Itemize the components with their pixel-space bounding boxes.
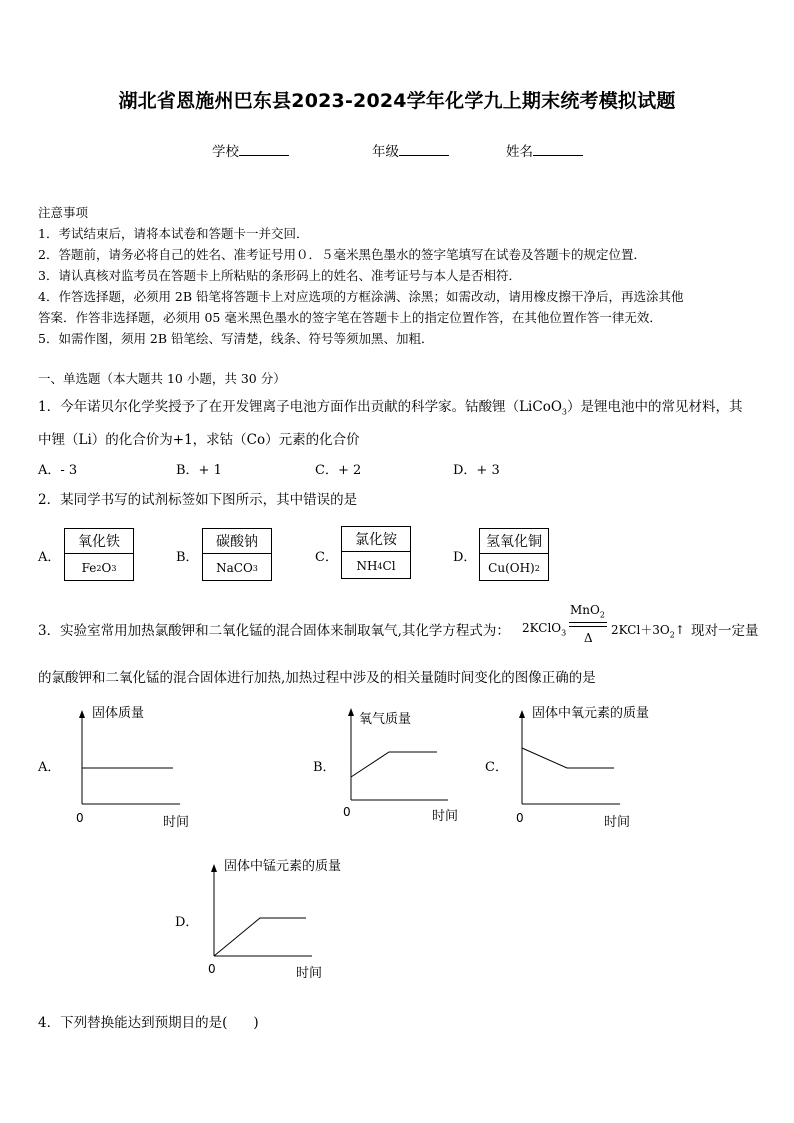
- label-formula: NaCO 3: [216, 561, 258, 575]
- q1-option-a[interactable]: A．- 3: [38, 463, 78, 478]
- graph-c-xlabel: 时间: [604, 815, 631, 830]
- graph-a-ylabel: 固体质量: [92, 706, 145, 721]
- school-field[interactable]: [212, 140, 289, 160]
- graph-c-origin: 0: [516, 811, 524, 825]
- q1-text-a: 1．今年诺贝尔化学奖授予了在开发锂离子电池方面作出贡献的科学家。钴酸锂（LiCoO: [38, 399, 562, 415]
- graph-b-xlabel: 时间: [432, 809, 459, 824]
- q3-text-start: 3．实验室常用加热氯酸钾和二氧化锰的混合固体来制取氧气,其化学方程式为：: [38, 623, 510, 639]
- graph-d-ylabel: 固体中锰元素的质量: [224, 859, 342, 874]
- q2-option-c-letter[interactable]: C．: [315, 550, 338, 565]
- eq-right: 2KCl＋3O: [611, 623, 670, 637]
- note-item: 2．答题前，请务必将自己的姓名、准考证号用０．５毫米黑色墨水的签字笔填写在试卷及答题卡的规定位置．: [38, 247, 646, 262]
- q2-option-b-letter[interactable]: B．: [176, 550, 199, 565]
- q2-option-d-letter[interactable]: D．: [453, 550, 477, 565]
- q3-equation-right: [611, 621, 685, 639]
- section-heading: 一、单选题（本大题共 10 小题，共 30 分）: [38, 371, 286, 386]
- y-axis-arrow: [348, 708, 354, 716]
- eq-left-sub: 3: [561, 628, 567, 638]
- eq-right-sub: 2: [669, 630, 675, 640]
- q3-option-c-letter[interactable]: C．: [485, 760, 508, 775]
- catalyst-text: MnO: [570, 603, 600, 617]
- graph-b-origin: 0: [343, 805, 351, 819]
- label-name: 氯化铵: [342, 527, 410, 552]
- q1-sub: 3: [561, 407, 567, 417]
- q4-stem: [38, 1011, 259, 1031]
- q3-stem-line2: 的氯酸钾和二氧化锰的混合固体进行加热,加热过程中涉及的相关量随时间变化的图像正确的是: [38, 670, 596, 686]
- q3-heat: Δ: [584, 631, 593, 645]
- graph-d-xlabel: 时间: [296, 966, 323, 981]
- q1-stem-line1: [38, 395, 743, 417]
- note-item: 答案．作答非选择题，必须用 05 毫米黑色墨水的签字笔在答题卡上的指定位置作答，在其他位置作答一律无效．: [38, 310, 662, 325]
- label-formula: NH 4 Cl: [356, 559, 396, 573]
- school-blank[interactable]: [239, 143, 289, 156]
- graph-c-ylabel: 固体中氧元素的质量: [532, 706, 650, 721]
- label-formula: Fe 2 O 3: [81, 561, 117, 575]
- label-name: 氧化铁: [65, 529, 133, 554]
- name-label: 姓名: [506, 144, 533, 160]
- q2-label-c[interactable]: [341, 526, 411, 579]
- q3-option-d-letter[interactable]: D．: [175, 915, 199, 930]
- equation-equals: [569, 622, 607, 627]
- q4-text-end: ): [253, 1015, 259, 1031]
- label-formula: Cu(OH) 2: [488, 561, 540, 575]
- q3-stem-line1: [38, 619, 510, 639]
- q1-option-c[interactable]: C．+ 2: [315, 463, 362, 478]
- note-item: 3．请认真核对监考员在答题卡上所粘贴的条形码上的姓名、准考证号与本人是否相符．: [38, 268, 521, 283]
- curve: [214, 918, 306, 956]
- q2-label-d[interactable]: [479, 528, 549, 581]
- q2-option-a-letter[interactable]: A．: [38, 550, 61, 565]
- grade-label: 年级: [372, 144, 399, 160]
- note-item: 5．如需作图，须用 2B 铅笔绘、写清楚，线条、符号等须加黑、加粗．: [38, 331, 434, 346]
- grade-blank[interactable]: [399, 143, 449, 156]
- y-axis-arrow: [211, 864, 217, 872]
- q3-catalyst: [570, 603, 605, 619]
- graph-d-origin: 0: [208, 962, 216, 976]
- catalyst-sub: 2: [599, 610, 605, 620]
- label-name: 氢氧化铜: [480, 529, 548, 554]
- note-item: 1．考试结束后，请将本试卷和答题卡一并交回．: [38, 226, 309, 241]
- q1-stem-line2: 中锂（Li）的化合价为+1，求钴（Co）元素的化合价: [38, 432, 360, 448]
- curve: [522, 748, 614, 768]
- q1-option-d[interactable]: D．+ 3: [453, 463, 500, 478]
- q3-text-end: 现对一定量: [691, 623, 759, 639]
- name-blank[interactable]: [533, 143, 583, 156]
- q1-option-b[interactable]: B．+ 1: [176, 463, 222, 478]
- q4-text: 4．下列替换能达到预期目的是(: [38, 1015, 228, 1031]
- q2-stem: 2．某同学书写的试剂标签如下图所示，其中错误的是: [38, 492, 358, 508]
- eq-left: 2KClO: [522, 621, 562, 635]
- page-title: 湖北省恩施州巴东县2023-2024学年化学九上期末统考模拟试题: [118, 90, 676, 112]
- notes-heading: 注意事项: [38, 205, 89, 220]
- q3-option-b-letter[interactable]: B．: [313, 760, 336, 775]
- note-item: 4．作答选择题，必须用 2B 铅笔将答题卡上对应选项的方框涂满、涂黑；如需改动，请用橡皮擦干净后，再选涂其他: [38, 289, 684, 304]
- q2-label-b[interactable]: [202, 528, 272, 581]
- q2-label-a[interactable]: [64, 528, 134, 581]
- grade-field[interactable]: [372, 140, 449, 160]
- y-axis-arrow: [519, 710, 525, 718]
- gas-arrow: ↑: [674, 623, 685, 637]
- q1-text-b: ）是锂电池中的常见材料，其: [567, 399, 743, 415]
- q3-equation-left: [522, 621, 566, 637]
- school-label: 学校: [212, 144, 239, 160]
- graph-a-origin: 0: [76, 811, 84, 825]
- label-name: 碳酸钠: [203, 529, 271, 554]
- name-field[interactable]: [506, 140, 583, 160]
- graph-a-xlabel: 时间: [163, 815, 190, 830]
- graph-b-ylabel: 氧气质量: [359, 712, 412, 727]
- q3-option-a-letter[interactable]: A．: [38, 760, 61, 775]
- curve: [351, 752, 437, 777]
- y-axis-arrow: [79, 710, 85, 718]
